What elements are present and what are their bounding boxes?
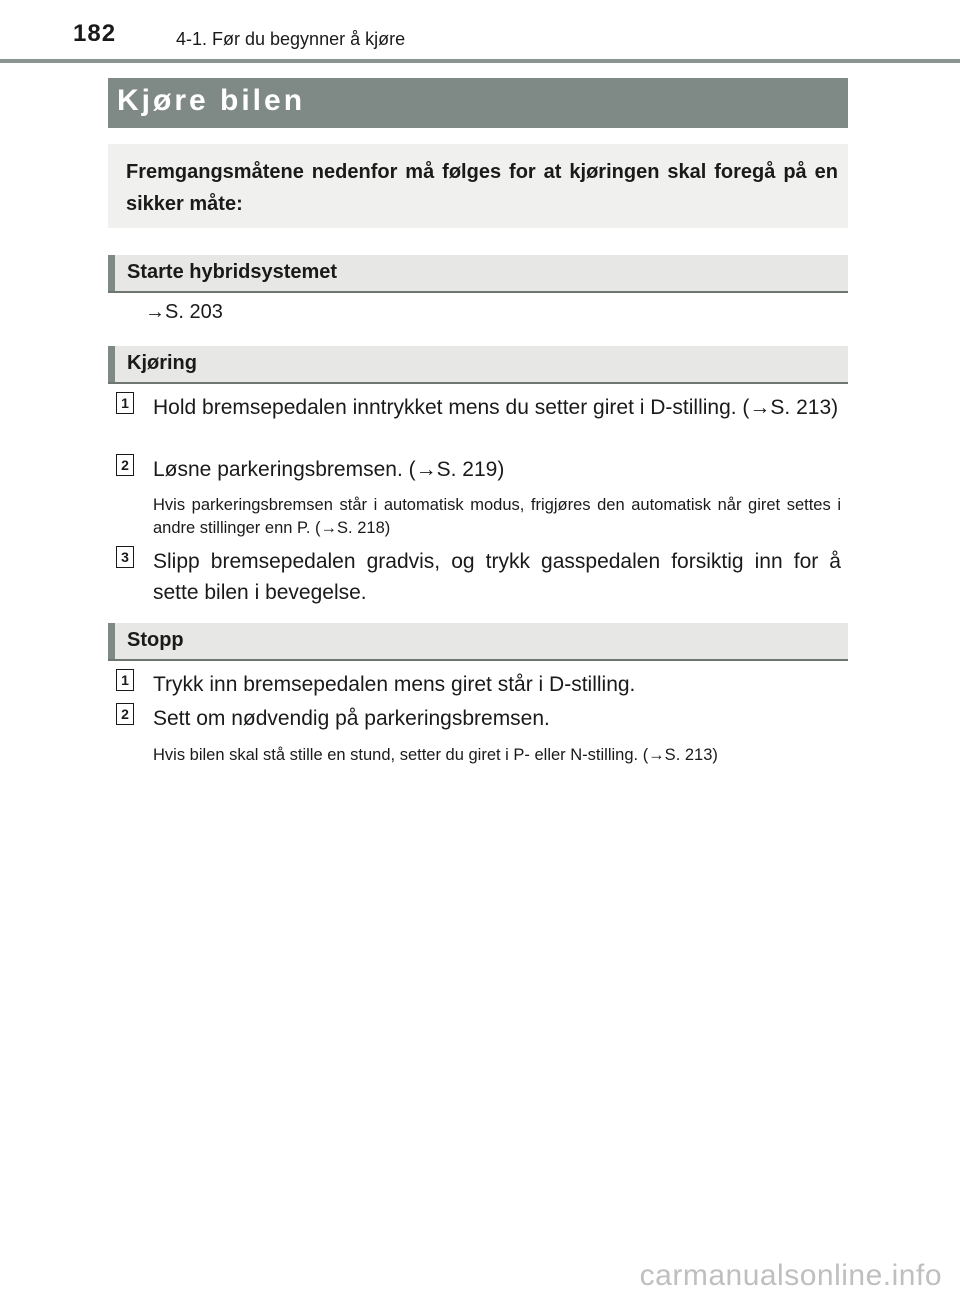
step-text: Trykk inn bremsepedalen mens giret står i D-stilling. (153, 673, 636, 696)
step-text: Sett om nødvendig på parkeringsbremsen. (153, 707, 550, 730)
section-title: Kjøre bilen (117, 84, 306, 117)
stop-note: Hvis bilen skal stå stille en stund, setter du giret i P- eller N-stilling. (→S. 213) (153, 746, 718, 764)
page-number: 182 (73, 20, 117, 47)
intro-text: Fremgangsmåtene nedenfor må følges for at kjøringen skal foregå på en sikker måte: (126, 161, 838, 215)
page-reference: →S. 203 (145, 301, 223, 323)
step-number-badge: 1 (116, 669, 134, 691)
step-number-badge: 3 (116, 546, 134, 568)
step-text: Løsne parkeringsbremsen. (→S. 219) (153, 458, 505, 481)
step-number-badge: 2 (116, 454, 134, 476)
step-text: Slipp bremsepedalen gradvis, og trykk gasspedalen forsiktig inn for å sette bilen i bevegelse. (153, 550, 841, 604)
intro-box (108, 144, 848, 228)
step-text: Hold bremsepedalen inntrykket mens du setter giret i D-stilling. (→S. 213) (153, 396, 839, 419)
chapter-title: 4-1. Før du begynner å kjøre (176, 29, 406, 49)
driving-note: Hvis parkeringsbremsen står i automatisk modus, frigjøres den automatisk når giret settes i andre stillinger enn P. (→S. 218) (153, 496, 841, 537)
subheading-label: Stopp (127, 629, 184, 651)
subheading-accent-bar (108, 623, 115, 659)
subheading-label: Kjøring (127, 352, 197, 374)
subheading-start-hybrid (108, 255, 848, 293)
watermark: carmanualsonline.info (639, 1259, 942, 1292)
subheading-accent-bar (108, 346, 115, 382)
subheading-label: Starte hybridsystemet (127, 261, 338, 283)
section-banner (108, 78, 848, 128)
subheading-accent-bar (108, 255, 115, 291)
subheading-driving (108, 346, 848, 384)
subheading-stop (108, 623, 848, 661)
step-number-badge: 1 (116, 392, 134, 414)
step-number-badge: 2 (116, 703, 134, 725)
header-divider (0, 59, 960, 63)
